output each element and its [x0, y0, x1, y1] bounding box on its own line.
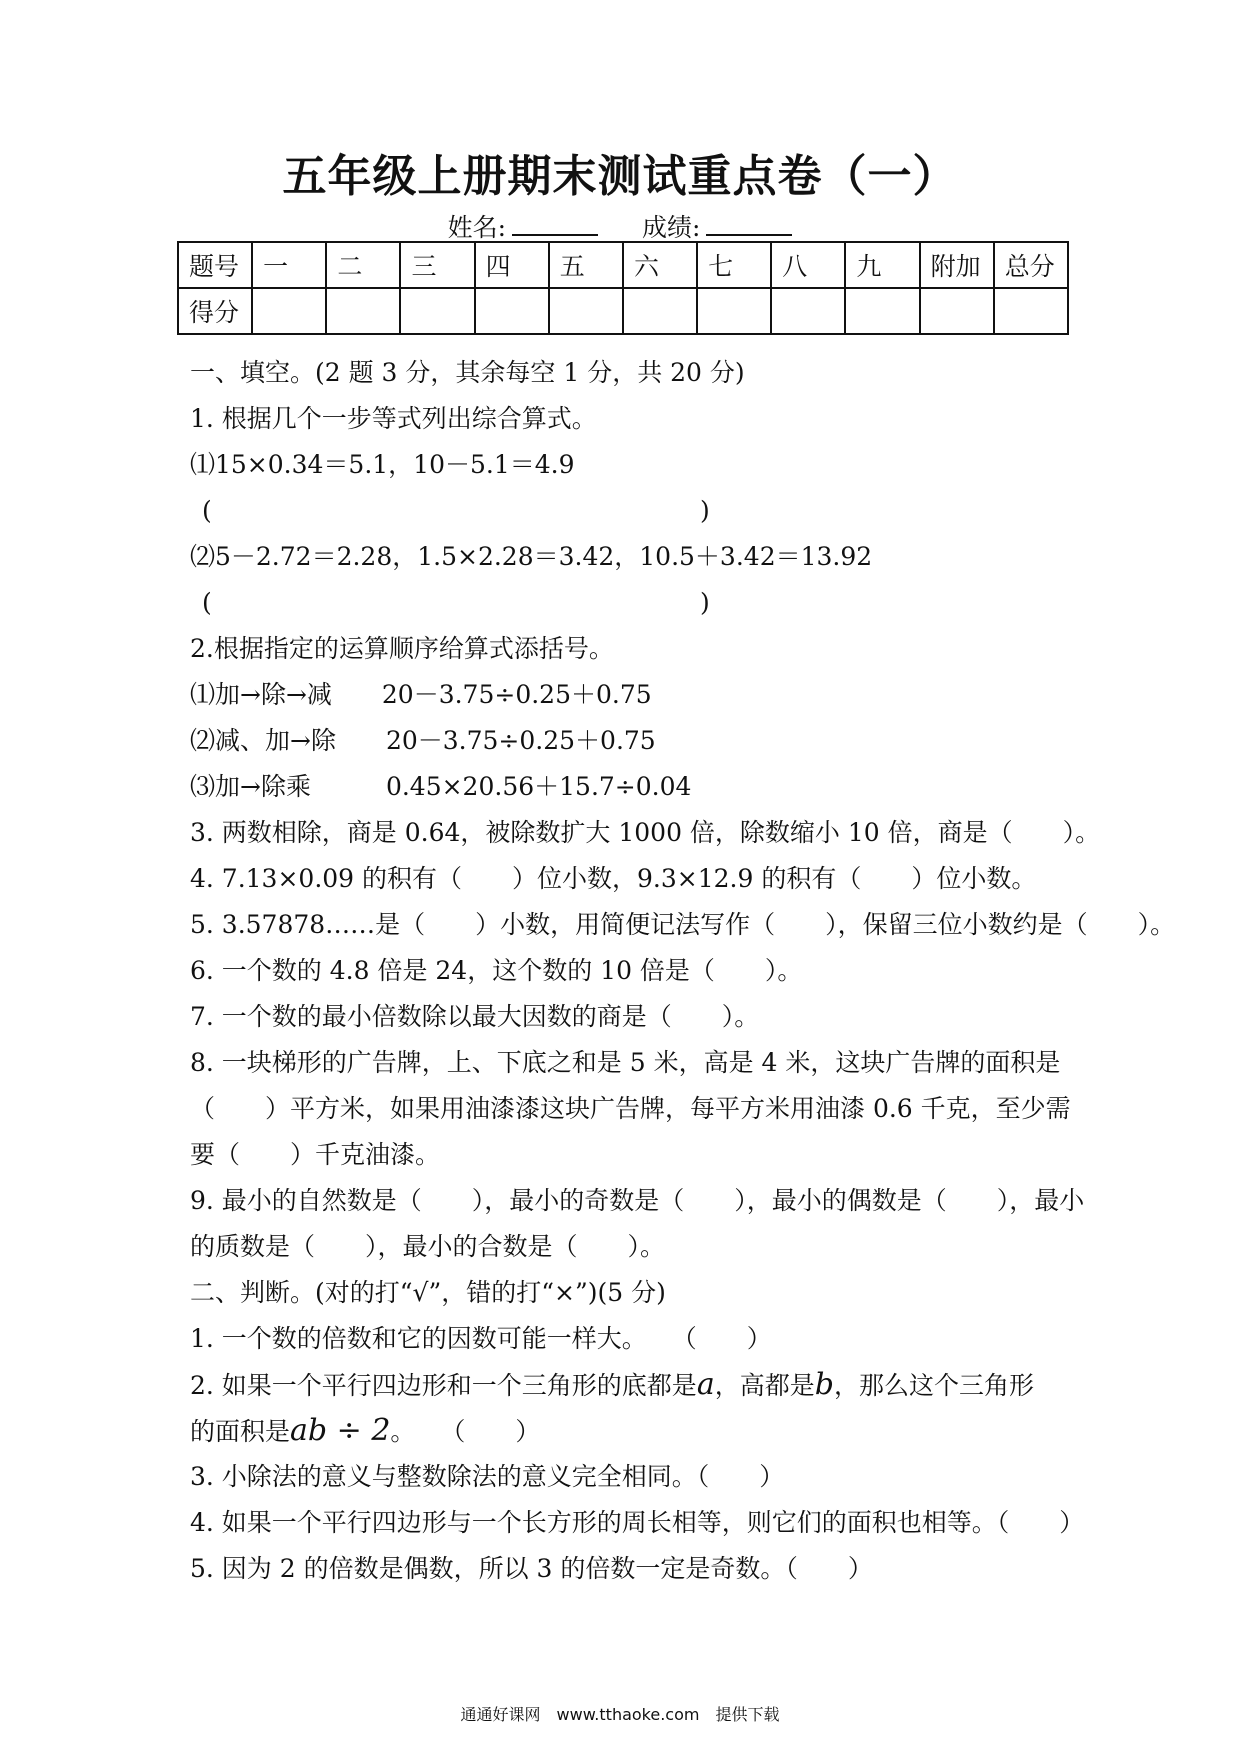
score-entry-cell[interactable]: [549, 288, 623, 334]
score-table-cell: 三: [400, 242, 474, 288]
page-footer: 通通好课网 www.tthaoke.com 提供下载: [460, 1705, 780, 1724]
question-text: 2.根据指定的运算顺序给算式添括号。: [190, 634, 614, 663]
name-label: 姓名:: [447, 213, 507, 242]
question-text: 1. 一个数的倍数和它的因数可能一样大。 （ ）: [190, 1324, 772, 1353]
question-text: 要（ ）千克油漆。: [190, 1140, 441, 1169]
math-variable: a: [696, 1367, 715, 1402]
score-entry-cell[interactable]: [326, 288, 400, 334]
score-table-cell: 一: [252, 242, 326, 288]
score-table-cell: 四: [475, 242, 549, 288]
name-field: [448, 208, 598, 244]
question-fragment: 2. 如果一个平行四边形和一个三角形的底都是: [190, 1371, 697, 1400]
section-heading: 二、判断。(对的打“√”，错的打“×”)(5 分): [190, 1278, 666, 1307]
question-text: 9. 最小的自然数是（ ），最小的奇数是（ ），最小的偶数是（ ），最小: [190, 1186, 1085, 1215]
student-info-line: [0, 208, 1240, 244]
score-entry-cell[interactable]: [252, 288, 326, 334]
score-entry-cell[interactable]: [623, 288, 697, 334]
question-text: ⑴加→除→减 20－3.75÷0.25＋0.75: [190, 680, 652, 709]
question-text: 1. 根据几个一步等式列出综合算式。: [190, 404, 597, 433]
score-entry-cell[interactable]: [771, 288, 845, 334]
question-text: 4. 7.13×0.09 的积有（ ）位小数，9.3×12.9 的积有（ ）位小数。: [190, 864, 1037, 893]
score-entry-cell[interactable]: [400, 288, 474, 334]
score-entry-cell[interactable]: [475, 288, 549, 334]
score-label: 成绩:: [641, 213, 701, 242]
score-entry-cell[interactable]: [697, 288, 771, 334]
name-blank[interactable]: [512, 214, 598, 236]
score-entry-cell[interactable]: [920, 288, 994, 334]
question-text: [190, 1408, 1080, 1454]
score-table-cell: 九: [845, 242, 919, 288]
score-table-score-row: [178, 288, 1068, 334]
question-text: 5. 因为 2 的倍数是偶数，所以 3 的倍数一定是奇数。（ ）: [190, 1554, 873, 1583]
page-title: 五年级上册期末测试重点卷（一）: [282, 151, 958, 202]
answer-blank-line[interactable]: [190, 580, 1080, 626]
score-table-cell: 七: [697, 242, 771, 288]
paren-open: (: [202, 496, 212, 525]
question-text: [190, 1362, 1080, 1408]
paren-open: (: [202, 588, 212, 617]
score-table-header-row: [178, 242, 1068, 288]
score-entry-cell[interactable]: [845, 288, 919, 334]
question-text: ⑵5－2.72＝2.28，1.5×2.28＝3.42，10.5＋3.42＝13.92: [190, 542, 873, 571]
question-fragment: ，高都是: [714, 1371, 815, 1400]
question-fragment: 。 （ ）: [390, 1417, 541, 1446]
score-table-cell: 五: [549, 242, 623, 288]
score-table-cell: 附加: [920, 242, 994, 288]
question-text: 7. 一个数的最小倍数除以最大因数的商是（ ）。: [190, 1002, 760, 1031]
score-table-cell: 六: [623, 242, 697, 288]
question-text: 4. 如果一个平行四边形与一个长方形的周长相等，则它们的面积也相等。（ ）: [190, 1508, 1085, 1537]
question-text: 3. 小除法的意义与整数除法的意义完全相同。（ ）: [190, 1462, 785, 1491]
score-table-cell: 得分: [178, 288, 252, 334]
question-text: ⑴15×0.34＝5.1，10－5.1＝4.9: [190, 450, 575, 479]
math-expression: ab ÷ 2: [290, 1413, 391, 1448]
score-table-cell: 八: [771, 242, 845, 288]
question-text: 3. 两数相除，商是 0.64，被除数扩大 1000 倍，除数缩小 10 倍，商是（ ）。: [190, 818, 1101, 847]
math-variable: b: [814, 1367, 834, 1402]
question-text: 的质数是（ ），最小的合数是（ ）。: [190, 1232, 666, 1261]
section-heading: 一、填空。(2 题 3 分，其余每空 1 分，共 20 分): [190, 358, 745, 387]
question-text: 6. 一个数的 4.8 倍是 24，这个数的 10 倍是（ ）。: [190, 956, 803, 985]
question-fragment: 的面积是: [190, 1417, 291, 1446]
paren-close: ): [700, 496, 710, 525]
score-blank[interactable]: [706, 214, 792, 236]
question-text: ⑵减、加→除 20－3.75÷0.25＋0.75: [190, 726, 656, 755]
paren-close: ): [700, 588, 710, 617]
score-entry-cell[interactable]: [994, 288, 1068, 334]
score-table-cell: 题号: [178, 242, 252, 288]
question-text: ⑶加→除乘 0.45×20.56＋15.7÷0.04: [190, 772, 692, 801]
question-text: （ ）平方米，如果用油漆漆这块广告牌，每平方米用油漆 0.6 千克，至少需: [190, 1094, 1071, 1123]
question-text: 8. 一块梯形的广告牌，上、下底之和是 5 米，高是 4 米，这块广告牌的面积是: [190, 1048, 1061, 1077]
answer-blank-line[interactable]: [190, 488, 1080, 534]
question-text: 5. 3.57878……是（ ）小数，用简便记法写作（ ），保留三位小数约是（ ）。: [190, 910, 1176, 939]
score-field: [642, 208, 792, 244]
score-table: [177, 241, 1069, 335]
question-body: [190, 350, 1176, 1592]
score-table-cell: 二: [326, 242, 400, 288]
score-table-cell: 总分: [994, 242, 1068, 288]
question-fragment: ，那么这个三角形: [833, 1371, 1034, 1400]
